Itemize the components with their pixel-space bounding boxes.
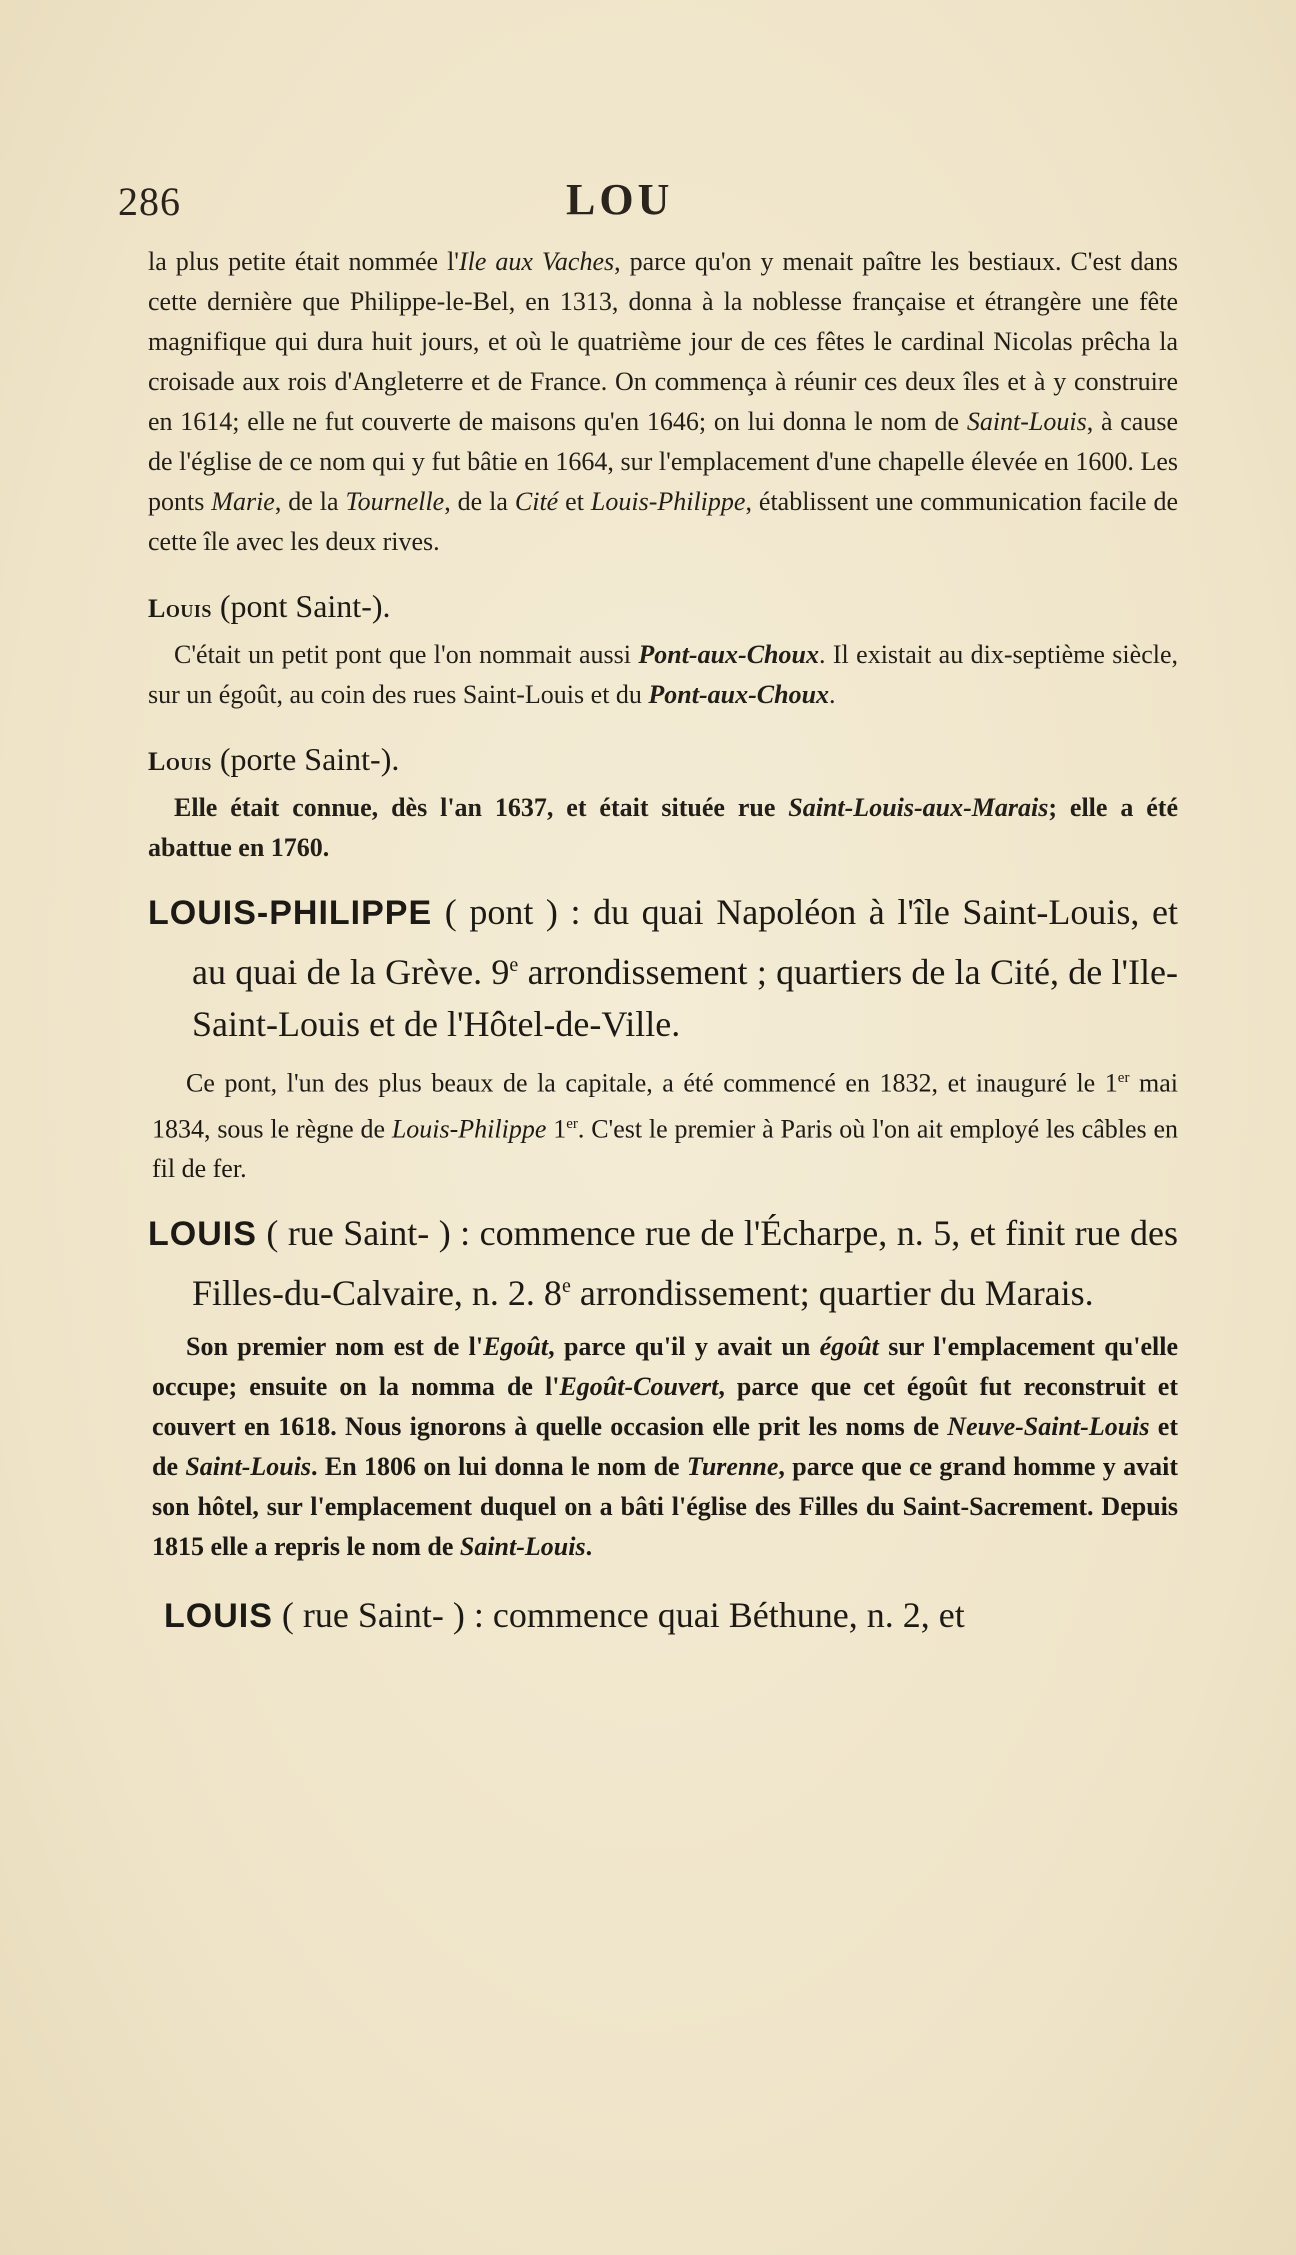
headword: LOUIS (148, 1215, 257, 1254)
headword: LOUIS-PHILIPPE (148, 894, 433, 932)
entry-heading-pont-saint: Louis (pont Saint-). (148, 588, 391, 624)
entry-heading-rue-saint-louis-1: LOUIS ( rue Saint- ) : commence rue de l'Écharpe, n. 5, et finit rue des Filles-du-Calvaire, n. 2. 8e arrondissement; quartier du Marais. (148, 1213, 1178, 1314)
entry-text-louis-philippe: Ce pont, l'un des plus beaux de la capitale, a été commencé en 1832, et inauguré le 1er mai 1834, sous le règne de Louis-Philippe 1er. C'est le premier à Paris où l'on ait employé les câbles en fil de fer. (152, 1068, 1178, 1184)
intro-paragraph: la plus petite était nommée l'Ile aux Vaches, parce qu'on y menait paître les bestiaux. C'est dans cette dernière que Philippe-le-Bel, en 1313, donna à la noblesse française et étrangère une fête magnifique qui dura huit jours, et où le quatrième jour de ces fêtes le cardinal Nicolas prêcha la croisade aux rois d'Angleterre et de France. On commença à réunir ces deux îles et à y construire en 1614; elle ne fut couverte de maisons qu'en 1646; on lui donna le nom de Saint-Louis, à cause de l'église de ce nom qui y fut bâtie en 1664, sur l'emplacement d'une chapelle élevée en 1600. Les ponts Marie, de la Tournelle, de la Cité et Louis-Philippe, établissent une communication facile de cette île avec les deux rives. (148, 247, 1178, 556)
entry-text-rue-saint-louis-1: Son premier nom est de l'Egoût, parce qu'il y avait un égoût sur l'emplacement qu'elle occupe; ensuite on la nomma de l'Egoût-Couvert, parce que cet égoût fut reconstruit et couvert en 1618. Nous ignorons à quelle occasion elle prit les noms de Neuve-Saint-Louis et de Saint-Louis. En 1806 on lui donna le nom de Turenne, parce que ce grand homme y avait son hôtel, sur l'emplacement duquel on a bâti l'église des Filles du Saint-Sacrement. Depuis 1815 elle a repris le nom de Saint-Louis. (152, 1332, 1178, 1562)
page-header (118, 175, 1178, 238)
page-number: 286 (118, 179, 181, 224)
entry-heading-rue-saint-louis-2: LOUIS ( rue Saint- ) : commence quai Béthune, n. 2, et (164, 1595, 965, 1636)
running-head: LOU (566, 175, 674, 224)
entry-heading-porte-saint: Louis (porte Saint-). (148, 741, 400, 777)
page-body (148, 242, 1178, 1642)
entry-heading-louis-philippe: LOUIS-PHILIPPE ( pont ) : du quai Napoléon à l'île Saint-Louis, et au quai de la Grève. 9e arrondissement ; quartiers de la Cité, de l'Ile-Saint-Louis et de l'Hôtel-de-Ville. (148, 892, 1178, 1044)
entry-text-porte-saint: Elle était connue, dès l'an 1637, et était située rue Saint-Louis-aux-Marais; elle a été abattue en 1760. (148, 793, 1178, 862)
entry-text-pont-saint: C'était un petit pont que l'on nommait aussi Pont-aux-Choux. Il existait au dix-septième siècle, sur un égoût, au coin des rues Saint-Louis et du Pont-aux-Choux. (148, 640, 1178, 709)
headword: LOUIS (164, 1597, 273, 1636)
